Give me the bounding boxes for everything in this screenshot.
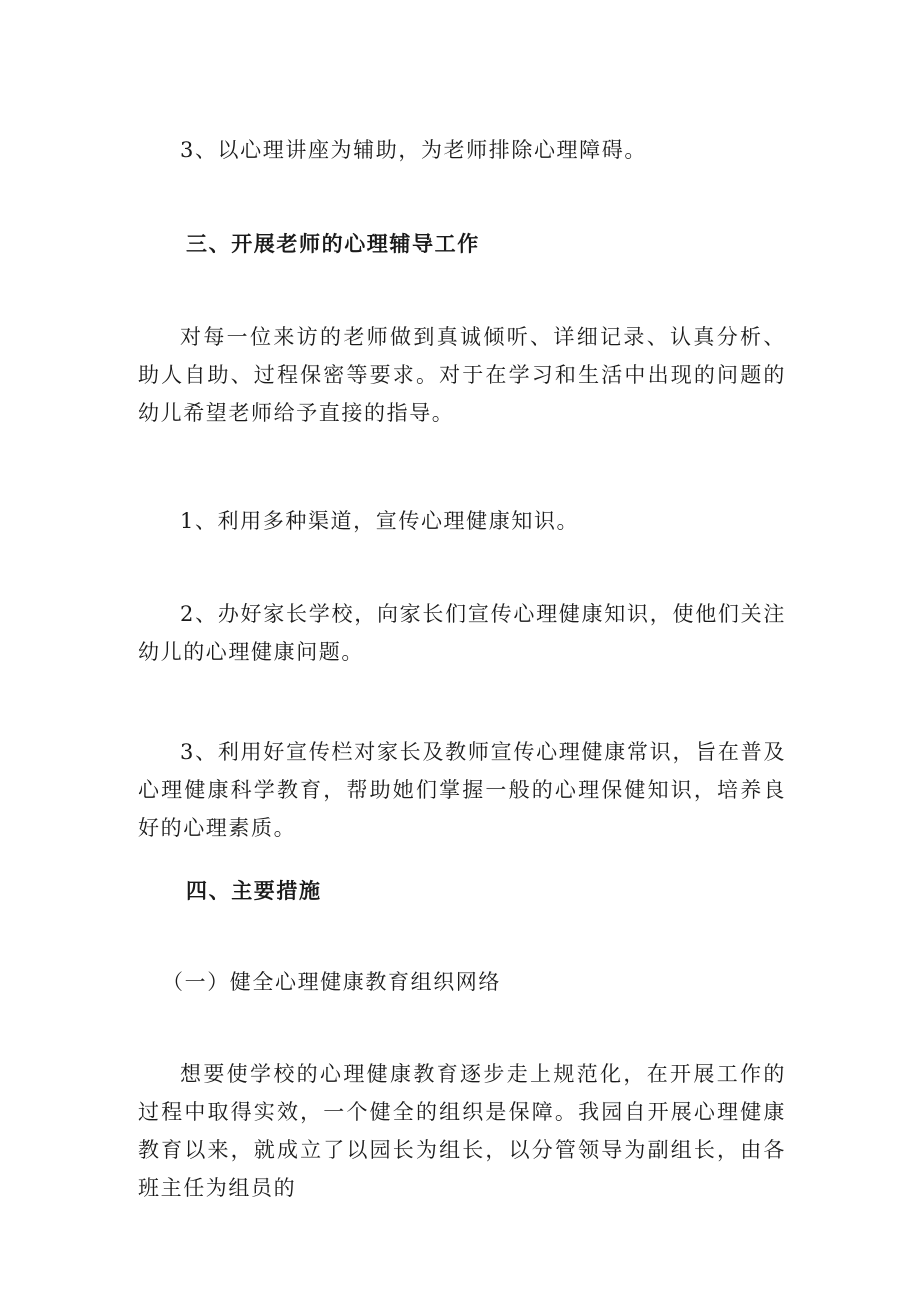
paragraph-bulletin: 3、利用好宣传栏对家长及教师宣传心理健康常识，旨在普及心理健康科学教育，帮助她们掌握一般的心理保健知识，培养良好的心理素质。 — [138, 740, 786, 840]
paragraph-organization: 想要使学校的心理健康教育逐步走上规范化，在开展工作的过程中取得实效，一个健全的组织是保障。我园自开展心理健康教育以来，就成立了以园长为组长，以分管领导为副组长，由各班主任为组员的 — [138, 1062, 786, 1200]
paragraph-lecture-support: 3、以心理讲座为辅助，为老师排除心理障碍。 — [180, 138, 647, 162]
subheading-organization: （一）健全心理健康教育组织网络 — [162, 970, 501, 994]
paragraph-channels: 1、利用多种渠道，宣传心理健康知识。 — [180, 509, 580, 533]
paragraph-counseling: 对每一位来访的老师做到真诚倾听、详细记录、认真分析、助人自助、过程保密等要求。对于在学习和生活中出现的问题的幼儿希望老师给予直接的指导。 — [138, 325, 786, 425]
paragraph-parent-school: 2、办好家长学校，向家长们宣传心理健康知识，使他们关注幼儿的心理健康问题。 — [138, 602, 786, 664]
section-heading-4: 四、主要措施 — [186, 879, 322, 903]
section-heading-3: 三、开展老师的心理辅导工作 — [186, 232, 480, 256]
